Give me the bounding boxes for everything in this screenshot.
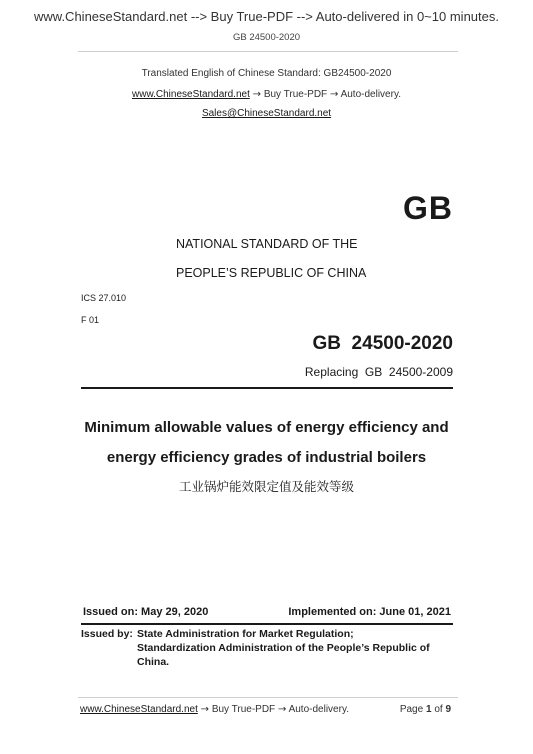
gb-logo: GB [403,190,453,226]
replacing-note: Replacing GB 24500-2009 [304,365,453,379]
issuer-line2: Standardization Administration of the People’s Republic of [137,642,430,654]
top-standard-code: GB 24500-2020 [232,32,301,43]
page-label: Page [399,704,424,715]
classification-code: F 01 [81,315,100,325]
footer-delivery-text: Auto-delivery. [288,704,349,715]
issuer-line1: State Administration for Market Regulation; [137,628,354,640]
intro-delivery-text: Auto-delivery. [340,89,401,100]
header-rule [81,387,453,389]
translated-line: Translated English of Chinese Standard: GB24500-2020 [141,68,392,79]
ics-code: ICS 27.010 [81,293,127,303]
title-en-line2: energy efficiency grades of industrial boilers [106,449,427,466]
issued-by-label: Issued by: [81,628,133,640]
arrow-right-icon: → [252,89,262,100]
intro-links-line [0,89,533,100]
page-total: 9 [445,704,451,715]
page-indicator [400,704,451,715]
footer-links [80,704,349,715]
title-zh: 工业锅炉能效限定值及能效等级 [178,479,354,494]
dates-rule [81,623,453,625]
intro-buy-text: Buy True-PDF [263,89,328,100]
issued-on: Issued on: May 29, 2020 [83,606,209,618]
page-of: of [434,704,443,715]
arrow-right-icon: → [329,89,339,100]
intro-site-link[interactable]: www.ChineseStandard.net [132,89,250,100]
sales-email-link[interactable]: Sales@ChineseStandard.net [201,108,332,119]
intro-email-line [0,108,533,119]
top-banner: www.ChineseStandard.net --> Buy True-PDF --> Auto-delivered in 0~10 minutes. [34,9,499,24]
title-en-line1: Minimum allowable values of energy efficiency and [84,419,449,436]
national-standard-line2: PEOPLE’S REPUBLIC OF CHINA [176,266,367,280]
top-divider [78,51,458,52]
footer-site-link[interactable]: www.ChineseStandard.net [80,704,198,715]
standard-number: GB 24500-2020 [312,333,453,354]
national-standard-line1: NATIONAL STANDARD OF THE [176,237,358,251]
page-current: 1 [425,704,432,715]
footer-divider [78,697,458,698]
footer-buy-text: Buy True-PDF [211,704,276,715]
arrow-right-icon: → [200,704,210,715]
implemented-on: Implemented on: June 01, 2021 [288,606,451,618]
arrow-right-icon: → [277,704,287,715]
issuer-line3: China. [137,656,170,668]
